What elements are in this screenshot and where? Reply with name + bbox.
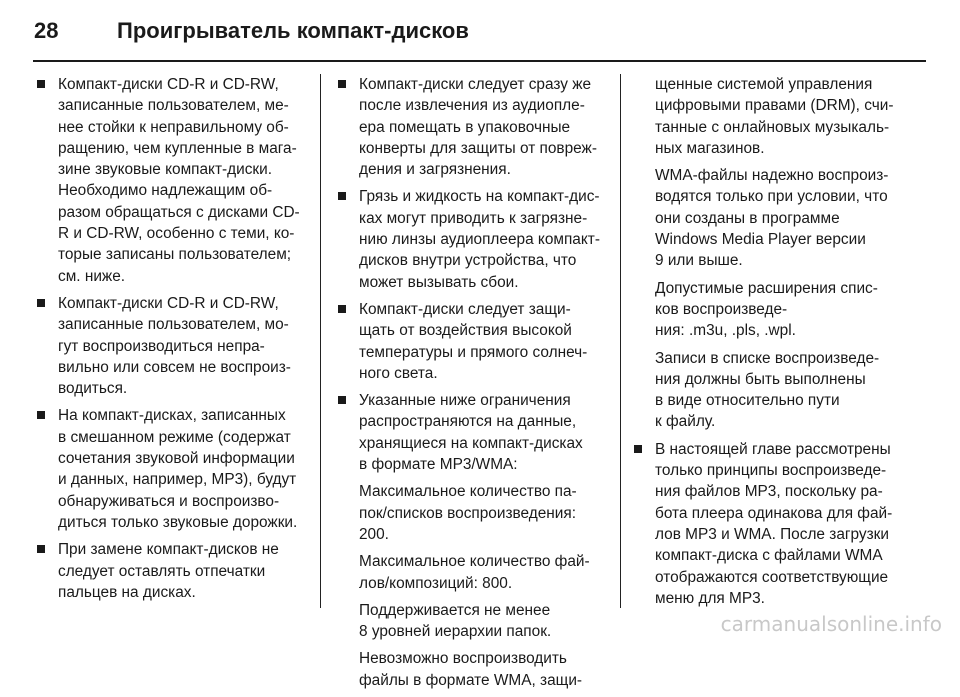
list-item — [334, 186, 610, 292]
text-line: Грязь и жидкость на компакт-дис- — [359, 188, 600, 206]
text-line: 9 или выше. — [655, 252, 743, 270]
list-item — [630, 439, 912, 609]
bullet-square-icon — [634, 445, 642, 453]
text-line: меню для MP3. — [655, 589, 765, 607]
bullet-square-icon — [338, 396, 346, 404]
paragraph — [334, 551, 610, 594]
text-line: цифровыми правами (DRM), счи- — [655, 97, 894, 115]
bullet-square-icon — [37, 545, 45, 553]
column-1 — [33, 74, 313, 609]
text-line: Компакт-диски следует сразу же — [359, 76, 592, 93]
text-line: ращению, чем купленные в мага- — [58, 139, 297, 157]
text-line: в виде относительно пути — [655, 392, 840, 410]
bullet-square-icon — [338, 192, 346, 200]
text-line: Указанные ниже ограничения — [359, 392, 571, 410]
text-line: см. ниже. — [58, 267, 126, 285]
text-line: вильно или совсем не воспроиз- — [58, 358, 291, 376]
page-number: 28 — [34, 18, 59, 43]
text-line: и данных, например, MP3), будут — [58, 471, 297, 489]
paragraph — [334, 481, 610, 545]
text-line: 8 уровней иерархии папок. — [359, 623, 552, 641]
column-3 — [630, 74, 912, 615]
list-item — [33, 74, 313, 287]
text-line: При замене компакт-дисков не — [58, 541, 279, 559]
text-line: к файлу. — [655, 413, 716, 431]
paragraph — [334, 648, 610, 691]
column-divider-2 — [620, 74, 621, 608]
text-line: файлы в формате WMA, защи- — [359, 671, 583, 689]
text-line: записанные пользователем, мо- — [58, 316, 289, 334]
text-line: может вызывать сбои. — [359, 273, 519, 291]
text-line: зине звуковые компакт-диски. — [58, 161, 273, 179]
text-line: в формате MP3/WMA: — [359, 456, 518, 474]
text-line: 200. — [359, 525, 389, 543]
text-line: диться только звуковые дорожки. — [58, 513, 298, 531]
watermark: carmanualsonline.info — [720, 612, 942, 636]
text-line: R и CD-RW, особенно с теми, ко- — [58, 225, 295, 243]
text-line: ных магазинов. — [655, 139, 765, 157]
text-line: Невозможно воспроизводить — [359, 650, 567, 668]
text-line: конверты для защиты от повреж- — [359, 139, 597, 157]
text-line: щенные системой управления — [655, 76, 873, 93]
text-line: гут воспроизводиться непра- — [58, 337, 265, 355]
text-line: На компакт-дисках, записанных — [58, 407, 286, 425]
text-line: нее стойки к неправильному об- — [58, 118, 289, 136]
column-divider-1 — [320, 74, 321, 608]
text-line: Необходимо надлежащим об- — [58, 182, 273, 200]
text-line: Компакт-диски следует защи- — [359, 300, 571, 318]
text-line: отображаются соответствующие — [655, 568, 889, 586]
page-header — [0, 0, 960, 62]
text-line: ках могут приводить к загрязне- — [359, 209, 588, 227]
text-line: водиться. — [58, 380, 128, 398]
text-line: В настоящей главе рассмотрены — [655, 440, 891, 458]
text-line: ков воспроизведе- — [655, 300, 788, 318]
text-line: ния файлов MP3, поскольку ра- — [655, 483, 883, 501]
text-line: хранящиеся на компакт-дисках — [359, 434, 583, 452]
paragraph — [630, 74, 912, 159]
text-line: пок/списков воспроизведения: — [359, 504, 576, 522]
text-line: Windows Media Player версии — [655, 231, 866, 249]
column-2 — [334, 74, 610, 697]
text-line: нию линзы аудиоплеера компакт- — [359, 231, 600, 249]
text-line: танные с онлайновых музыкаль- — [655, 118, 890, 136]
text-line: ера помещать в упаковочные — [359, 118, 571, 136]
text-line: Максимальное количество па- — [359, 483, 577, 501]
text-line: щать от воздействия высокой — [359, 322, 572, 340]
text-line: распространяются на данные, — [359, 413, 577, 431]
list-item — [33, 539, 313, 603]
list-item — [334, 299, 610, 384]
text-line: водятся только при условии, что — [655, 188, 888, 206]
text-line: Компакт-диски CD-R и CD-RW, — [58, 76, 279, 93]
paragraph — [630, 278, 912, 342]
bullet-square-icon — [37, 411, 45, 419]
text-line: они созданы в программе — [655, 209, 840, 227]
paragraph — [630, 165, 912, 271]
text-line: только принципы воспроизведе- — [655, 462, 887, 480]
text-line: Поддерживается не менее — [359, 601, 551, 619]
list-item — [33, 293, 313, 399]
text-line: лов/композиций: 800. — [359, 574, 513, 592]
text-line: после извлечения из аудиопле- — [359, 97, 585, 115]
text-line: Записи в списке воспроизведе- — [655, 349, 880, 367]
text-line: следует оставлять отпечатки — [58, 562, 266, 580]
paragraph — [630, 348, 912, 433]
text-line: WMA-файлы надежно воспроиз- — [655, 167, 889, 185]
bullet-square-icon — [37, 80, 45, 88]
text-line: температуры и прямого солнеч- — [359, 343, 588, 361]
text-line: дения и загрязнения. — [359, 161, 511, 179]
text-line: пальцев на дисках. — [58, 583, 196, 601]
bullet-square-icon — [338, 80, 346, 88]
text-line: Максимальное количество фай- — [359, 553, 590, 571]
text-line: разом обращаться с дисками CD- — [58, 203, 300, 221]
text-line: сочетания звуковой информации — [58, 450, 295, 468]
text-line: компакт-диска с файлами WMA — [655, 547, 883, 565]
text-line: записанные пользователем, ме- — [58, 97, 289, 115]
bullet-square-icon — [338, 305, 346, 313]
text-line: лов MP3 и WMA. После загрузки — [655, 525, 889, 543]
text-line: обнаруживаться и воспроизво- — [58, 492, 280, 510]
paragraph — [334, 600, 610, 643]
text-line: ния должны быть выполнены — [655, 370, 866, 388]
text-line: ния: .m3u, .pls, .wpl. — [655, 322, 796, 340]
text-line: в смешанном режиме (содержат — [58, 428, 291, 446]
page-title: Проигрыватель компакт-дисков — [117, 18, 469, 43]
text-line: бота плеера одинакова для фай- — [655, 504, 893, 522]
text-line: торые записаны пользователем; — [58, 246, 292, 264]
bullet-square-icon — [37, 299, 45, 307]
text-line: ного света. — [359, 364, 438, 382]
header-rule — [33, 60, 926, 62]
list-item — [334, 74, 610, 180]
list-item — [33, 405, 313, 533]
list-item — [334, 390, 610, 475]
text-line: Допустимые расширения спис- — [655, 279, 878, 297]
text-line: дисков внутри устройства, что — [359, 252, 577, 270]
text-line: Компакт-диски CD-R и CD-RW, — [58, 294, 279, 312]
